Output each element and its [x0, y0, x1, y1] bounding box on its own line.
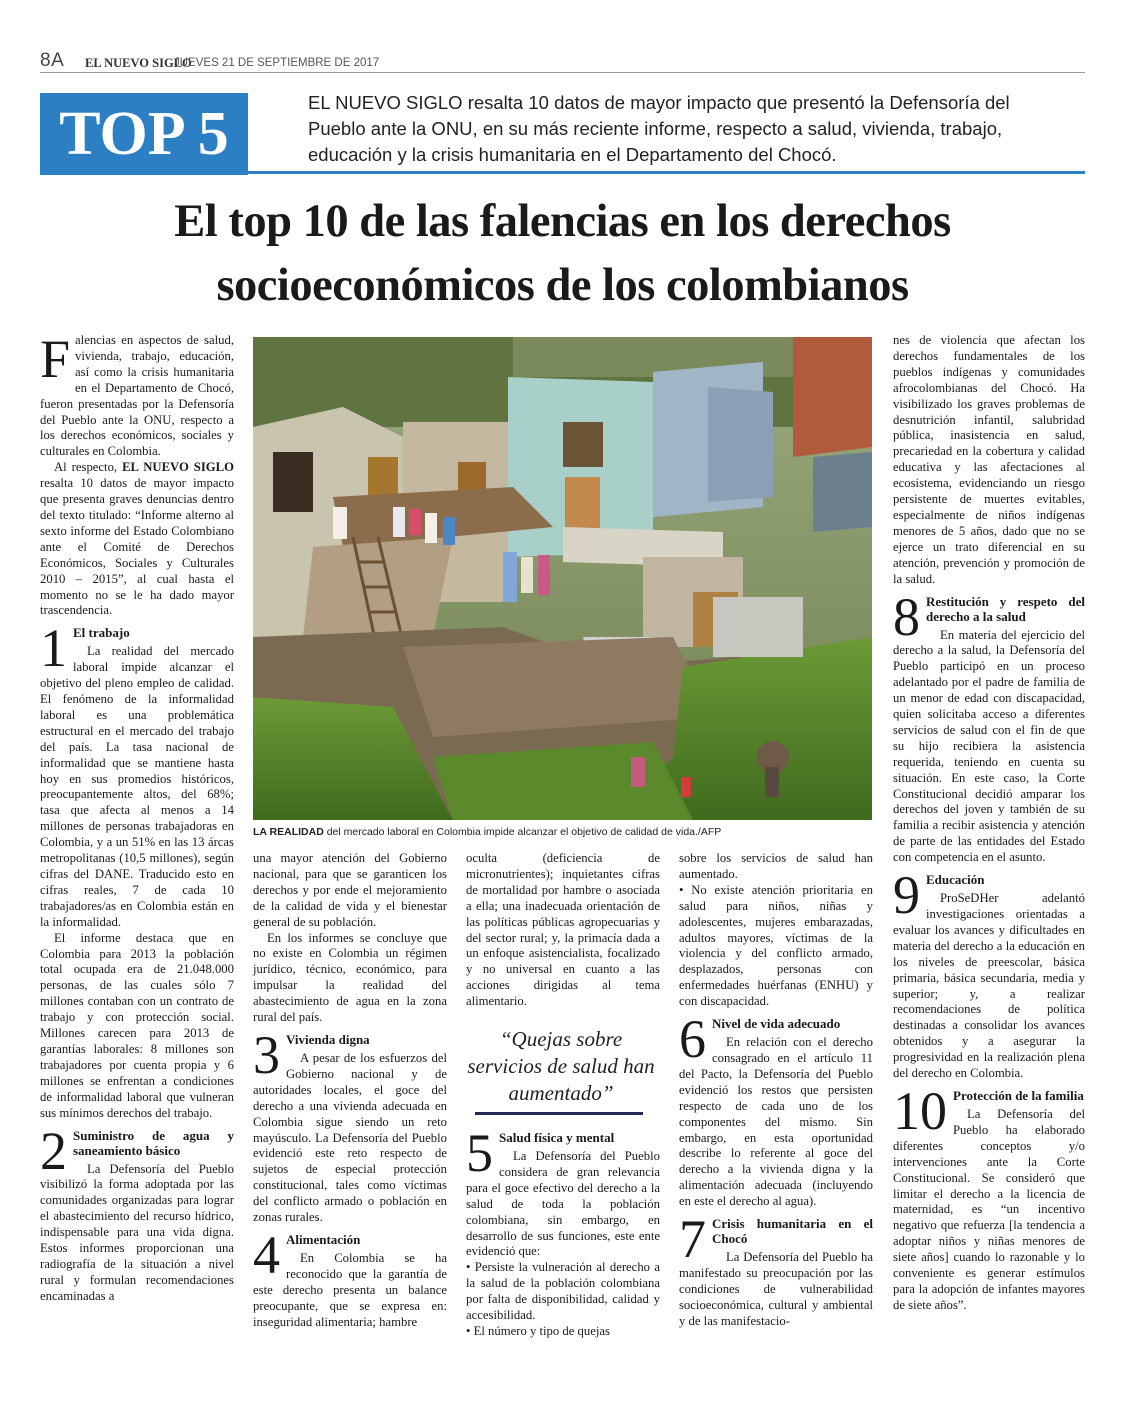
paragraph: El informe destaca que en Colombia para 2013 la población total ocupada era de 21.048.000 personas, de las cuales sólo 7 millones contaban con un contrato de trabajo y con protección social. Millones carecen para 2013 de garantías laborales: 8 millones son trabajadores por cuenta propia y 6 millones se enfrentan a condiciones de informalidad laboral que vulneran sus mínimos derechos del trabajo.: [40, 930, 234, 1120]
paragraph: oculta (deficiencia de micronutrientes); inquietantes cifras de mortalidad por hambre o asociada a ella; una inadecuada orientación de las políticas públicas agropecuarias y del sector rural; y, la primacía dada a un enfoque asistencialista, focalizado y no universal en cuanto a las acciones dirigidas al tema alimentario.: [466, 851, 660, 1009]
section-tag: TOP 5: [59, 100, 229, 168]
column-3: [466, 851, 660, 1010]
section-3: [253, 1024, 447, 1226]
section-number: 10: [893, 1080, 947, 1141]
photo-illustration: [253, 337, 872, 820]
section-8: [893, 586, 1085, 867]
section-6: [679, 1009, 873, 1210]
bullet-item: • Persiste la vulneración al derecho a la salud de la población colombiana por falta de disponibilidad, calidad y accesibilidad.: [466, 1260, 660, 1323]
drop-cap: F: [40, 329, 71, 389]
section-tag-rule: [248, 171, 1085, 174]
section-number: 6: [679, 1009, 706, 1070]
headline-line-1: El top 10 de las falencias en los derechos: [174, 196, 951, 247]
section-number: 7: [679, 1209, 706, 1270]
section-1: [40, 618, 234, 1121]
paragraph: En los informes se concluye que no existe en Colombia un régimen jurídico, técnico, económico, para impulsar la realidad del abastecimiento de agua en la zona rural del país.: [253, 930, 447, 1025]
paragraph: ProSeDHer adelantó investigaciones orientadas a evaluar los avances y dificultades en materia del derecho a la educación en los niveles de preescolar, básica primaria, básica secundaria, media y superior; y, a realizar recomendaciones de política destinadas a consolidar los avances obtenidos y a asegurar la progresividad en la realización plena del derecho en Colombia.: [893, 891, 1085, 1081]
article-photo: [253, 337, 872, 820]
section-10: [893, 1080, 1085, 1314]
section-title: Vivienda digna: [286, 1031, 370, 1047]
headline: [40, 190, 1085, 318]
photo-caption: LA REALIDAD del mercado laboral en Colombia impide alcanzar el objetivo de calidad de vida./AFP: [253, 826, 722, 838]
bullet-item: • El número y tipo de quejas: [466, 1323, 610, 1338]
column-1: [40, 329, 234, 1305]
paragraph: nes de violencia que afectan los derechos fundamentales de los pueblos indígenas y comunidades afrocolombianas del Chocó. Ha visibilizado los graves problemas de desnutrición infantil, salubridad pública, inasistencia en salud, precariedad en la cobertura y calidad educativa y las afectaciones al ecosistema, evidenciando un riesgo persistente de muertes evitables, especialmente de niños indígenas menores de 5 años, dado que no se ejerce un trato diferencial en su atención, prevención y promoción de la salud.: [893, 333, 1085, 586]
section-title: Protección de la familia: [953, 1087, 1084, 1103]
section-title: Crisis humanitaria en el Chocó: [712, 1216, 873, 1247]
lead-paragraph: Falencias en aspectos de salud, vivienda, trabajo, educación, así como la crisis humanitaria en el Departamento de Chocó, fueron presentadas por la Defensoría del Pueblo ante la ONU, respecto a los derechos económicos, sociales y culturales en Colombia.: [40, 329, 234, 459]
section-title: Alimentación: [286, 1231, 361, 1247]
paragraph: La Defensoría del Pueblo considera de gran relevancia para el goce efectivo del derecho a la salud de toda la población colombiana, sin embargo, en desarrollo de sus funciones, este ente evidenció que:: [466, 1149, 660, 1259]
section-number: 8: [893, 586, 920, 647]
section-number: 3: [253, 1024, 280, 1085]
paragraph: En relación con el derecho consagrado en el artículo 11 del Pacto, la Defensoría del Pueblo evidenció los restos que persisten respecto de cada uno de los componentes del mismo. Sin embargo, en esta oportunidad describe lo referente al goce del derecho a la vivienda digna y la alimentación adecuada (incluyendo en este el derecho al agua).: [679, 1035, 873, 1209]
section-title: Educación: [926, 872, 985, 888]
section-4: [253, 1224, 447, 1331]
section-title: Restitución y respeto del derecho a la salud: [926, 593, 1085, 624]
paragraph: Al respecto, EL NUEVO SIGLO resalta 10 datos de mayor impacto que presenta graves denuncias dentro del texto titulado: “Informe alterno al sexto informe del Estado Colombiano ante el Comité de Derechos Económicos, Sociales y Culturales 2010 – 2015”, al cual hasta el momento no se le ha dado mayor trascendencia.: [40, 460, 234, 618]
section-9: [893, 865, 1085, 1082]
intro-blurb: EL NUEVO SIGLO resalta 10 datos de mayor impacto que presentó la Defensoría del Pueblo ante la ONU, en su más reciente informe, respecto a salud, vivienda, trabajo, educación y la crisis humanitaria en el Departamento del Chocó.: [308, 92, 1010, 165]
section-title: El trabajo: [73, 625, 130, 641]
column-4: [679, 851, 873, 1330]
paragraph: La Defensoría del Pueblo visibilizó la forma adoptada por las comunidades organizadas para lograr el abastecimiento del recurso hídrico, indispensable para una vida digna. Estos informes proporcionan una radiografía de la situación a nivel rural y formulan recomendaciones encaminadas a: [40, 1161, 234, 1303]
page-number: 8A: [40, 50, 65, 71]
bullet-item: • No existe atención prioritaria en salud para niños, niñas y adolescentes, mujeres embarazadas, adultos mayores, víctimas de la violencia y del conflicto armado, desplazados, personas con enfermedades huérfanas (ENHU) y con discapacidad.: [679, 882, 873, 1009]
section-5: [466, 1123, 660, 1340]
paragraph: La Defensoría del Pueblo ha elaborado diferentes conceptos y/o intervenciones ante la Corte Constitucional. Se consideró que limitar el derecho a la licencia de maternidad, es “un incentivo negativo que refuerza [la tendencia a adoptar niños y niñas menores de siete años] cuando lo razonable y lo conveniente es generar estímulos para la adopción de infantes mayores de siete años”.: [893, 1106, 1085, 1312]
paragraph: En Colombia se ha reconocido que la garantía de este derecho presenta un balance preocupante, que se expresa en: inseguridad alimentaria; hambre: [253, 1250, 447, 1329]
paragraph: una mayor atención del Gobierno nacional, para que se garanticen los derechos y por ende el mejoramiento de la calidad de vida y el bienestar general de su población.: [253, 851, 447, 929]
pull-quote: “Quejas sobre servicios de salud han aumentado”: [467, 1027, 655, 1105]
paragraph: La realidad del mercado laboral impide alcanzar el objetivo del pleno empleo de calidad. El fenómeno de la informalidad laboral es una problemática estructural en el mercado del trabajo del país. La tasa nacional de informalidad que se mantiene hasta hoy en sus promedios históricos, preocupantemente altos, del 68%; tasa que afecta al menos a 14 millones de personas trabajadoras en Colombia, y a un 51% en las 13 árcas metropolitanas (10,5 millones), según cifras del DANE. Traducido esto en cifras reales, 7 de cada 10 trabajadores/as en Colombia están en la informalidad.: [40, 644, 234, 929]
column-5: [893, 333, 1085, 1314]
section-2: [40, 1120, 234, 1305]
section-number: 5: [466, 1123, 493, 1183]
column-2: [253, 851, 447, 1330]
column-3-lower: [466, 1123, 660, 1340]
paper-name: EL NUEVO SIGLO: [85, 56, 192, 70]
section-title: Salud física y mental: [499, 1130, 615, 1145]
pull-quote-rule: [475, 1112, 643, 1115]
section-title: Nivel de vida adecuado: [712, 1016, 841, 1032]
paragraph: En materia del ejercicio del derecho a la salud, la Defensoría del Pueblo participó en un proceso adelantado por el padre de familia de un menor de edad con discapacidad, quien solicitaba acceso a diferentes servicios de salud con el fin de que su hijo recibiera la asistencia requerida, teniendo en cuenta su situación. En este caso, la Corte Constitucional decidió amparar los derechos del joven y también de su familia a recibir asistencia y atención de parte de las entidades del Estado con competencia en el asunto.: [893, 627, 1085, 865]
paragraph: A pesar de los esfuerzos del Gobierno nacional y de autoridades locales, el goce del derecho a una vivienda adecuada en Colombia sigue siendo un reto mayúsculo. La Defensoría del Pueblo evidenció este reto respecto de sujetos de especial protección constitucional, tales como víctimas del conflicto armado o población en zonas rurales.: [253, 1050, 447, 1225]
paragraph: La Defensoría del Pueblo ha manifestado su preocupación por las condiciones de vulnerabilidad socioeconómica, cultural y ambiental y de las manifestacio-: [679, 1250, 873, 1328]
issue-date: JUEVES 21 DE SEPTIEMBRE DE 2017: [174, 57, 380, 69]
section-number: 1: [40, 618, 67, 679]
headline-line-2: socioeconómicos de los colombianos: [216, 260, 909, 311]
section-number: 9: [893, 865, 920, 926]
section-number: 2: [40, 1120, 67, 1181]
section-7: [679, 1209, 873, 1330]
section-title: Suministro de agua y saneamiento básico: [73, 1127, 234, 1158]
paragraph: sobre los servicios de salud han aumentado.: [679, 851, 873, 881]
section-number: 4: [253, 1224, 280, 1285]
